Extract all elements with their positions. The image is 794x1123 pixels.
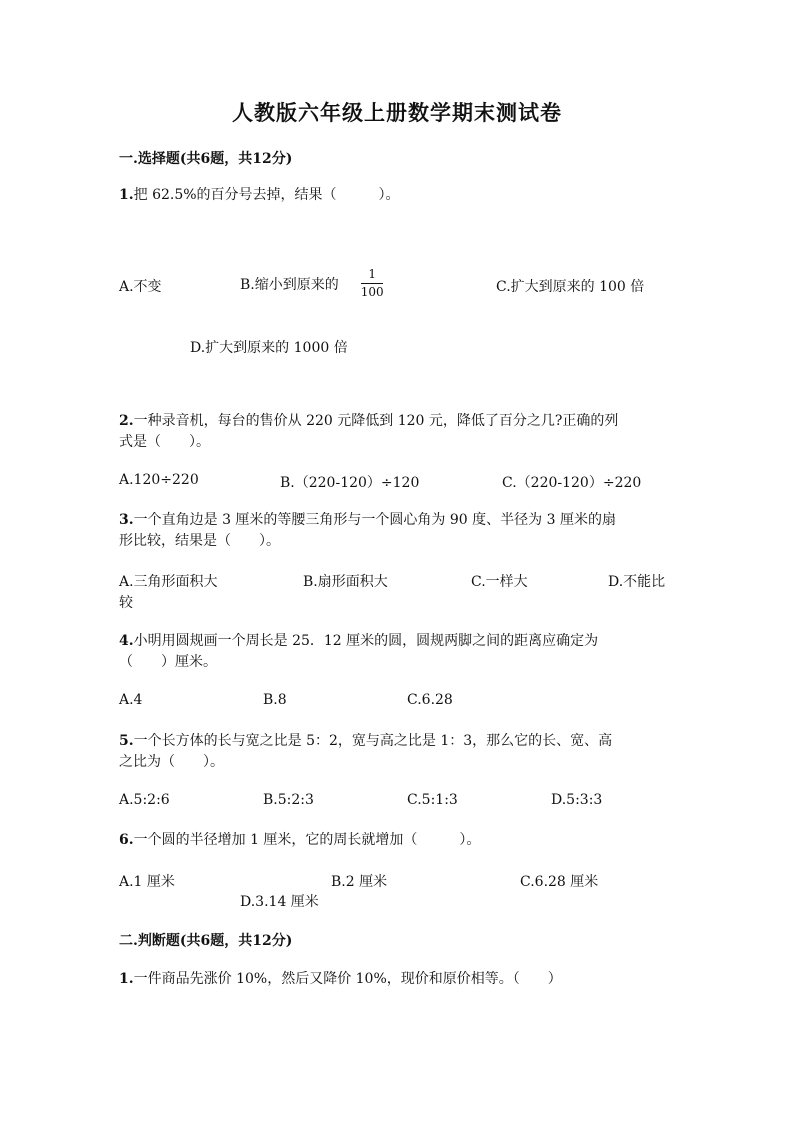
question-text-line2: 式是（ ）。 — [119, 434, 210, 450]
question-text: 把 62.5%的百分号去掉，结果（ ）。 — [133, 187, 400, 203]
q3-option-c: C.一样大 — [471, 574, 528, 590]
section-heading-choice: 一.选择题(共6题，共12分) — [119, 151, 293, 167]
q2-option-a: A.120÷220 — [119, 472, 199, 488]
q1-option-a: A.不变 — [119, 279, 162, 295]
fraction — [361, 268, 384, 299]
q5-option-c: C.5:1:3 — [407, 792, 458, 808]
question-text-line1: 一种录音机，每台的售价从 220 元降低到 120 元，降低了百分之几?正确的列 — [133, 413, 619, 429]
question-number: 1. — [119, 971, 134, 987]
question-text-line2: 形比较，结果是（ ）。 — [119, 533, 280, 549]
q4-option-c: C.6.28 — [407, 692, 453, 708]
question-text: 一个圆的半径增加 1 厘米，它的周长就增加（ ）。 — [133, 832, 481, 848]
question-number: 6. — [119, 832, 134, 848]
q5-option-b: B.5:2:3 — [263, 792, 314, 808]
q5-option-a: A.5:2:6 — [119, 792, 170, 808]
question-text: 一件商品先涨价 10%，然后又降价 10%，现价和原价相等。（ ） — [133, 971, 562, 987]
question-number: 4. — [119, 633, 134, 649]
q2-option-c: C.（220-120）÷220 — [502, 475, 642, 491]
fraction-bar — [361, 283, 383, 284]
question-3 — [119, 510, 616, 552]
question-text-line2: 之比为（ ）。 — [119, 754, 224, 770]
question-number: 5. — [119, 733, 134, 749]
question-2 — [119, 411, 618, 453]
q4-option-a: A.4 — [119, 692, 143, 708]
q1-option-c: C.扩大到原来的 100 倍 — [496, 279, 645, 295]
question-number: 2. — [119, 413, 134, 429]
question-text-line2: （ ）厘米。 — [119, 654, 217, 670]
question-5 — [119, 731, 612, 773]
page-title: 人教版六年级上册数学期末测试卷 — [232, 100, 562, 125]
question-1 — [119, 185, 400, 206]
q3-option-a: A.三角形面积大 — [119, 574, 218, 590]
q6-option-d: D.3.14 厘米 — [240, 894, 319, 910]
q6-option-a: A.1 厘米 — [119, 874, 175, 890]
question-number: 3. — [119, 512, 134, 528]
q1-option-d: D.扩大到原来的 1000 倍 — [190, 340, 348, 356]
fraction-denominator: 100 — [360, 285, 384, 299]
q6-option-c: C.6.28 厘米 — [520, 874, 599, 890]
q2-option-b: B.（220-120）÷120 — [280, 475, 420, 491]
judgement-question-1 — [119, 969, 562, 990]
fraction-numerator: 1 — [368, 267, 377, 281]
question-text-line1: 小明用圆规画一个周长是 25．12 厘米的圆，圆规两脚之间的距离应确定为 — [133, 633, 599, 649]
option-text: B.缩小到原来的 — [240, 276, 339, 293]
q1-option-b — [240, 268, 384, 299]
question-6 — [119, 830, 480, 851]
question-text-line1: 一个长方体的长与宽之比是 5：2，宽与高之比是 1：3，那么它的长、宽、高 — [133, 733, 613, 749]
q4-option-b: B.8 — [263, 692, 287, 708]
question-4 — [119, 631, 598, 673]
q3-option-d-wrap: 较 — [119, 595, 133, 611]
q3-option-d: D.不能比 — [608, 574, 666, 590]
q5-option-d: D.5:3:3 — [551, 792, 603, 808]
section-heading-judgement: 二.判断题(共6题，共12分) — [119, 933, 293, 949]
question-number: 1. — [119, 187, 134, 203]
question-text-line1: 一个直角边是 3 厘米的等腰三角形与一个圆心角为 90 度、半径为 3 厘米的扇 — [133, 512, 616, 528]
q6-option-b: B.2 厘米 — [331, 874, 388, 890]
q3-option-b: B.扇形面积大 — [303, 574, 388, 590]
